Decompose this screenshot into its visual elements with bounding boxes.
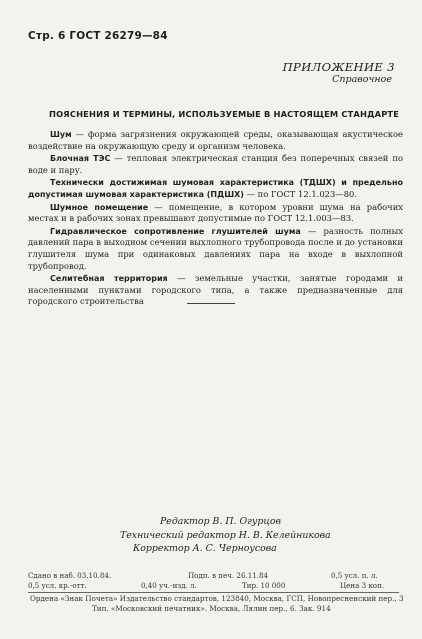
imprint-sheets: 0,5 усл. п. л. (331, 571, 378, 580)
imprint-edition: 0,40 уч.-изд. л. (141, 580, 197, 590)
credits-block (120, 515, 331, 556)
definition-text: — земельные участки, занятые городами и населенными пунктами городского типа, а также предназначенные для городского строительства (28, 273, 404, 307)
tech-editor-role: Технический редактор (120, 529, 236, 541)
definition-item (28, 202, 403, 225)
tech-editor-name: Н. В. Келейникова (238, 529, 331, 541)
credit-tech-editor (120, 529, 331, 543)
imprint-signed: Подп. в печ. 26.11.84 (188, 571, 269, 580)
definition-text: — помещение, в котором уровни шума на рабочих местах и в рабочих зонах превышают допустимые по ГОСТ 12.1.003—83. (28, 201, 404, 224)
imprint-block (28, 571, 399, 590)
imprint-proof: 0,5 усл. кр.-отт. (28, 580, 87, 590)
editor-role: Редактор (160, 516, 210, 527)
credit-proofreader (120, 542, 331, 556)
definition-text: — разность полных давлений пара в выходном сечении выхлопного трубопровода после и до установки глушителя шума при одинаковых давлениях пара на входе в выхлопной трубопровод. (28, 225, 403, 271)
imprint-rule (28, 592, 399, 593)
publisher-line-1: Ордена «Знак Почета» Издательство стандартов, 123840, Москва, ГСП, Новопресненский пер., 3 (30, 594, 404, 603)
appendix-subtitle: Справочное (332, 74, 392, 85)
page-header: Стр. 6 ГОСТ 26279—84 (28, 30, 168, 42)
definition-item (28, 226, 403, 272)
imprint-line-2 (28, 581, 399, 591)
proofreader-role: Корректор (133, 543, 190, 554)
proofreader-name: А. С. Черноусова (192, 543, 277, 554)
definition-term: Технически достижимая шумовая характеристика (ТДШХ) и предельно допустимая шумовая характеристика (ПДШХ) (28, 178, 403, 199)
definition-item (28, 177, 403, 200)
definition-term: Блочная ТЭС (50, 154, 111, 164)
imprint-line-1 (28, 571, 399, 581)
definition-item (28, 153, 403, 176)
definition-text: — тепловая электрическая станция без поперечных связей по воде и пару. (28, 153, 403, 175)
imprint-price: Цена 3 коп. (340, 580, 385, 590)
definition-item (28, 129, 403, 152)
credit-editor (120, 515, 331, 529)
definition-term: Шумное помещение (50, 202, 149, 212)
imprint-print-run: Тир. 10 000 (242, 580, 286, 590)
definitions-list (28, 129, 403, 309)
definition-term: Селитебная территория (50, 274, 168, 284)
section-title: ПОЯСНЕНИЯ И ТЕРМИНЫ, ИСПОЛЬЗУЕМЫЕ В НАСТОЯЩЕМ СТАНДАРТЕ (49, 109, 400, 119)
imprint-sent: Сдано в наб. 03.10.84. (28, 571, 112, 580)
appendix-title: ПРИЛОЖЕНИЕ 3 (282, 60, 395, 74)
definition-term: Шум (50, 130, 72, 139)
definition-term: Гидравлическое сопротивление глушителей шума (50, 226, 301, 236)
section-divider (187, 303, 235, 304)
publisher-line-2: Тип. «Московский печатник». Москва, Лялин пер., 6. Зак. 914 (92, 604, 331, 613)
editor-name: В. П. Огурцов (212, 516, 282, 527)
definition-text: — форма загрязнения окружающей среды, оказывающая акустическое воздействие на окружающую среду и организм человека. (28, 129, 403, 151)
definition-text: — по ГОСТ 12.1.023—80. (243, 188, 358, 199)
